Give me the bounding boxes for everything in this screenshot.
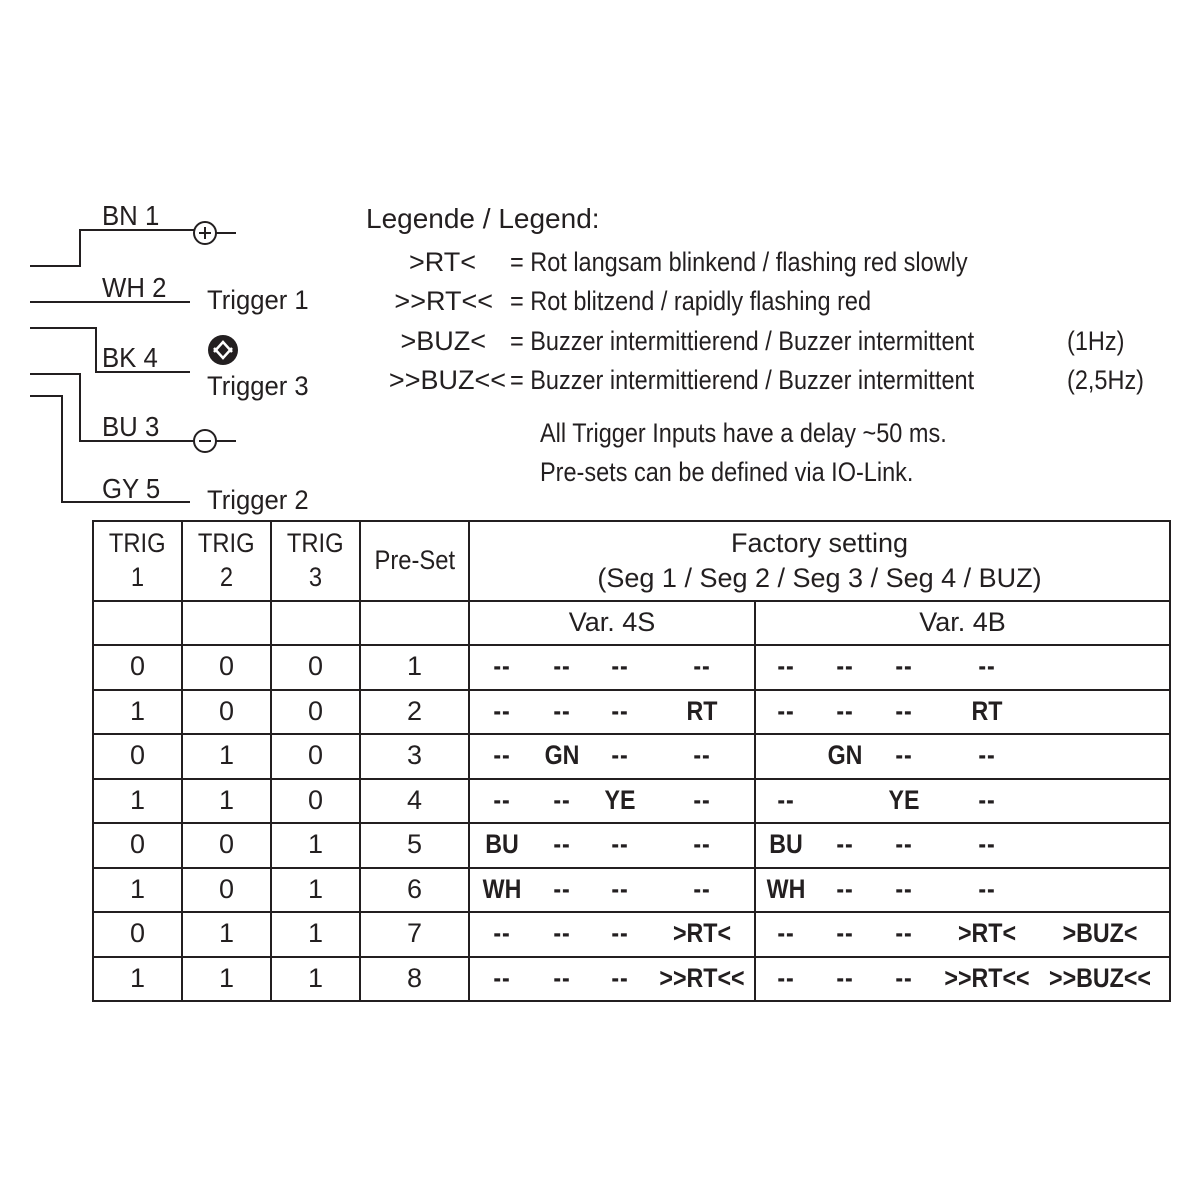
- segment-value: WH: [482, 873, 522, 904]
- segment-value: --: [493, 918, 511, 949]
- segment-value: --: [777, 651, 795, 682]
- table-row: [93, 734, 1170, 779]
- header-trig-3: TRIG 3: [271, 521, 360, 601]
- segment-value: WH: [766, 873, 806, 904]
- trigger-state-cell: 1: [271, 957, 360, 1002]
- segment-value: --: [493, 651, 511, 682]
- segment-value: BU: [485, 829, 519, 860]
- legend-description: = Rot langsam blinkend / flashing red slowly: [510, 247, 968, 277]
- trigger-state-cell: 0: [93, 912, 182, 957]
- segment-value: --: [693, 873, 711, 904]
- trigger-state-cell: 1: [93, 779, 182, 824]
- header-trig-1: TRIG 1: [93, 521, 182, 601]
- var-4b-cell: [755, 690, 1170, 735]
- table-row: [93, 823, 1170, 868]
- factory-setting-table: [92, 520, 1171, 1002]
- preset-cell: 8: [360, 957, 469, 1002]
- segment-value: RT: [686, 695, 718, 726]
- segment-value: --: [493, 695, 511, 726]
- segment-value: >>BUZ<<: [1049, 962, 1151, 993]
- preset-cell: 4: [360, 779, 469, 824]
- segment-value: --: [895, 740, 913, 771]
- var-4s-cell: [469, 779, 755, 824]
- note-presets: Pre-sets can be defined via IO-Link.: [540, 457, 914, 487]
- legend-frequency: (2,5Hz): [1067, 365, 1145, 395]
- segment-value: --: [836, 695, 854, 726]
- segment-value: --: [611, 873, 629, 904]
- var-4s-cell: [469, 957, 755, 1002]
- wiring-lines: [0, 0, 360, 520]
- segment-value: --: [836, 873, 854, 904]
- table-row: [93, 779, 1170, 824]
- segment-value: --: [693, 829, 711, 860]
- segment-value: --: [895, 918, 913, 949]
- segment-value: --: [895, 962, 913, 993]
- trigger-state-cell: 0: [93, 823, 182, 868]
- segment-value: --: [493, 962, 511, 993]
- trigger-symbol-icon: [208, 335, 238, 365]
- trigger-state-cell: 1: [271, 823, 360, 868]
- var-4b-cell: [755, 868, 1170, 913]
- trigger-state-cell: 0: [271, 645, 360, 690]
- legend-symbol: >BUZ<: [400, 326, 486, 356]
- preset-cell: 6: [360, 868, 469, 913]
- table-body: [93, 645, 1170, 1001]
- legend-description: = Buzzer intermittierend / Buzzer intermittent: [510, 326, 975, 356]
- wire-bn: [30, 230, 194, 266]
- var-4b-cell: [755, 823, 1170, 868]
- trigger-1-label: Trigger 1: [207, 285, 309, 315]
- empty-cell: [182, 601, 271, 645]
- empty-cell: [271, 601, 360, 645]
- note-delay: All Trigger Inputs have a delay ~50 ms.: [540, 418, 947, 448]
- trigger-state-cell: 1: [182, 734, 271, 779]
- segment-value: RT: [971, 695, 1003, 726]
- empty-cell: [360, 601, 469, 645]
- var-4s-cell: [469, 912, 755, 957]
- segment-value: --: [895, 829, 913, 860]
- segment-value: --: [777, 695, 795, 726]
- preset-cell: 3: [360, 734, 469, 779]
- var-4b-cell: [755, 779, 1170, 824]
- header-var-4b: Var. 4B: [755, 601, 1170, 645]
- legend-description: = Rot blitzend / rapidly flashing red: [510, 286, 872, 316]
- segment-value: --: [978, 829, 996, 860]
- segment-value: --: [895, 695, 913, 726]
- segment-value: --: [553, 962, 571, 993]
- segment-value: --: [553, 829, 571, 860]
- trigger-3-label: Trigger 3: [207, 371, 309, 401]
- trigger-state-cell: 0: [182, 645, 271, 690]
- legend-title: Legende / Legend:: [366, 203, 600, 234]
- trigger-state-cell: 1: [271, 868, 360, 913]
- trigger-state-cell: 1: [271, 912, 360, 957]
- segment-value: --: [493, 740, 511, 771]
- segment-value: YE: [604, 784, 636, 815]
- header-factory-setting: Factory setting (Seg 1 / Seg 2 / Seg 3 / Seg 4 / BUZ): [469, 521, 1170, 601]
- table-header-row: [93, 521, 1170, 601]
- segment-value: --: [777, 918, 795, 949]
- var-4s-cell: [469, 645, 755, 690]
- segment-value: --: [836, 962, 854, 993]
- header-trig-2: TRIG 2: [182, 521, 271, 601]
- segment-value: GN: [544, 740, 580, 771]
- var-4s-cell: [469, 690, 755, 735]
- var-4s-cell: [469, 868, 755, 913]
- segment-value: --: [553, 784, 571, 815]
- legend-symbol: >RT<: [408, 247, 476, 277]
- preset-cell: 2: [360, 690, 469, 735]
- segment-value: --: [978, 873, 996, 904]
- var-4b-cell: [755, 957, 1170, 1002]
- var-4s-cell: [469, 734, 755, 779]
- trigger-state-cell: 0: [93, 734, 182, 779]
- var-4b-cell: [755, 734, 1170, 779]
- segment-value: --: [553, 873, 571, 904]
- trigger-state-cell: 0: [182, 868, 271, 913]
- plus-terminal-icon: [194, 222, 216, 244]
- table-row: [93, 957, 1170, 1002]
- segment-value: --: [836, 829, 854, 860]
- segment-value: --: [978, 651, 996, 682]
- header-var-4s: Var. 4S: [469, 601, 755, 645]
- legend-symbol: >>RT<<: [394, 286, 493, 316]
- trigger-state-cell: 0: [182, 823, 271, 868]
- trigger-state-cell: 0: [271, 690, 360, 735]
- segment-value: --: [611, 962, 629, 993]
- empty-cell: [93, 601, 182, 645]
- var-4b-cell: [755, 645, 1170, 690]
- segment-value: --: [611, 918, 629, 949]
- trigger-state-cell: 1: [93, 868, 182, 913]
- trigger-state-cell: 1: [182, 779, 271, 824]
- trigger-state-cell: 0: [182, 690, 271, 735]
- segment-value: >RT<: [957, 918, 1017, 949]
- trigger-2-label: Trigger 2: [207, 485, 309, 515]
- segment-value: --: [978, 740, 996, 771]
- table-row: [93, 690, 1170, 735]
- segment-value: --: [693, 651, 711, 682]
- trigger-state-cell: 0: [271, 734, 360, 779]
- segment-value: --: [693, 740, 711, 771]
- legend-symbol: >>BUZ<<: [388, 365, 506, 395]
- segment-value: --: [777, 962, 795, 993]
- segment-value: --: [978, 784, 996, 815]
- segment-value: BU: [769, 829, 803, 860]
- trigger-state-cell: 1: [182, 912, 271, 957]
- segment-value: --: [611, 651, 629, 682]
- segment-value: --: [611, 695, 629, 726]
- trigger-state-cell: 0: [271, 779, 360, 824]
- segment-value: >>RT<<: [659, 962, 745, 993]
- wire-label-bk: BK 4: [102, 342, 158, 373]
- segment-value: --: [895, 651, 913, 682]
- preset-cell: 5: [360, 823, 469, 868]
- segment-value: --: [611, 740, 629, 771]
- table-row: [93, 868, 1170, 913]
- preset-cell: 7: [360, 912, 469, 957]
- legend-frequency: (1Hz): [1067, 326, 1125, 356]
- wire-label-wh: WH 2: [102, 272, 167, 303]
- minus-terminal-icon: [194, 430, 216, 452]
- segment-value: >RT<: [672, 918, 732, 949]
- segment-value: YE: [888, 784, 920, 815]
- table-row: [93, 645, 1170, 690]
- segment-value: --: [611, 829, 629, 860]
- segment-value: --: [693, 784, 711, 815]
- segment-value: --: [493, 784, 511, 815]
- trigger-state-cell: 0: [93, 645, 182, 690]
- header-preset: Pre-Set: [360, 521, 469, 601]
- wire-label-bu: BU 3: [102, 411, 160, 442]
- table-subheader-row: [93, 601, 1170, 645]
- segment-value: --: [553, 695, 571, 726]
- segment-value: --: [777, 784, 795, 815]
- segment-value: --: [895, 873, 913, 904]
- segment-value: --: [836, 918, 854, 949]
- segment-value: --: [553, 651, 571, 682]
- preset-cell: 1: [360, 645, 469, 690]
- table-row: [93, 912, 1170, 957]
- var-4b-cell: [755, 912, 1170, 957]
- segment-value: --: [553, 918, 571, 949]
- var-4s-cell: [469, 823, 755, 868]
- segment-value: >BUZ<: [1062, 918, 1138, 949]
- trigger-state-cell: 1: [93, 957, 182, 1002]
- segment-value: --: [836, 651, 854, 682]
- trigger-state-cell: 1: [93, 690, 182, 735]
- trigger-state-cell: 1: [182, 957, 271, 1002]
- wire-label-bn: BN 1: [102, 200, 160, 231]
- legend-description: = Buzzer intermittierend / Buzzer intermittent: [510, 365, 975, 395]
- segment-value: >>RT<<: [944, 962, 1030, 993]
- wire-label-gy: GY 5: [102, 473, 161, 504]
- segment-value: GN: [827, 740, 863, 771]
